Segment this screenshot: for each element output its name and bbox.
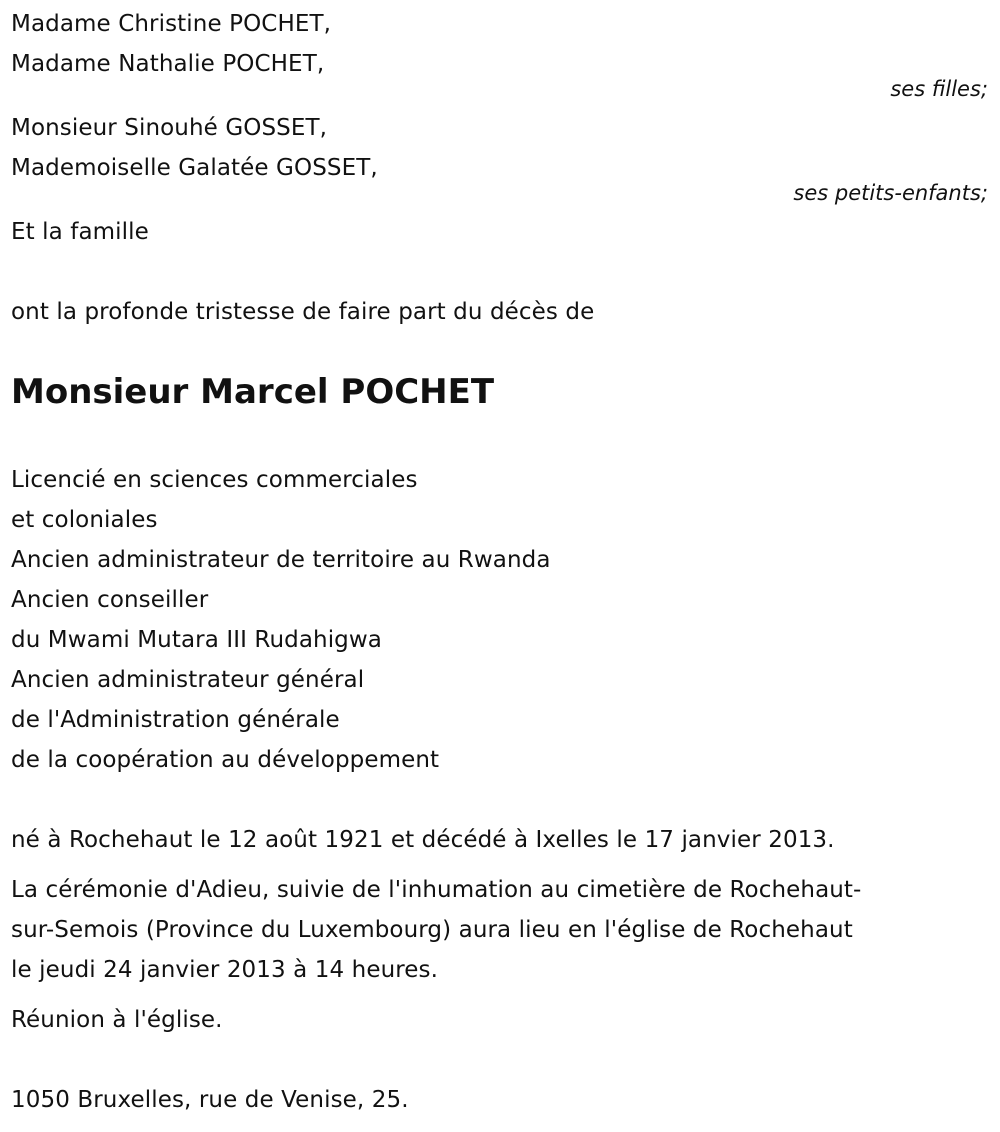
title-line: de la coopération au développement: [11, 747, 440, 773]
grandchild-name: Monsieur Sinouhé GOSSET,: [11, 115, 328, 141]
title-line: de l'Administration générale: [11, 707, 340, 733]
title-line: du Mwami Mutara III Rudahigwa: [11, 627, 382, 653]
grandchildren-role: ses petits-enfants;: [793, 181, 988, 205]
ceremony-line: La cérémonie d'Adieu, suivie de l'inhumation au cimetière de Rochehaut-: [11, 877, 862, 903]
address-line: 1050 Bruxelles, rue de Venise, 25.: [11, 1087, 409, 1113]
ceremony-line: sur-Semois (Province du Luxembourg) aura lieu en l'église de Rochehaut: [11, 917, 853, 943]
ceremony-line: le jeudi 24 janvier 2013 à 14 heures.: [11, 957, 439, 983]
meeting-line: Réunion à l'église.: [11, 1007, 223, 1033]
title-line: Ancien administrateur de territoire au Rwanda: [11, 547, 551, 573]
family-line: Et la famille: [11, 219, 149, 245]
grandchild-name: Mademoiselle Galatée GOSSET,: [11, 155, 378, 181]
deceased-name: Monsieur Marcel POCHET: [11, 372, 495, 412]
title-line: Licencié en sciences commerciales: [11, 467, 418, 493]
title-line: Ancien conseiller: [11, 587, 209, 613]
title-line: Ancien administrateur général: [11, 667, 365, 693]
title-line: et coloniales: [11, 507, 158, 533]
daughter-name: Madame Nathalie POCHET,: [11, 51, 325, 77]
announcement: ont la profonde tristesse de faire part du décès de: [11, 299, 595, 325]
daughter-name: Madame Christine POCHET,: [11, 11, 332, 37]
birth-death-line: né à Rochehaut le 12 août 1921 et décédé à Ixelles le 17 janvier 2013.: [11, 827, 835, 853]
daughters-role: ses filles;: [890, 77, 988, 101]
